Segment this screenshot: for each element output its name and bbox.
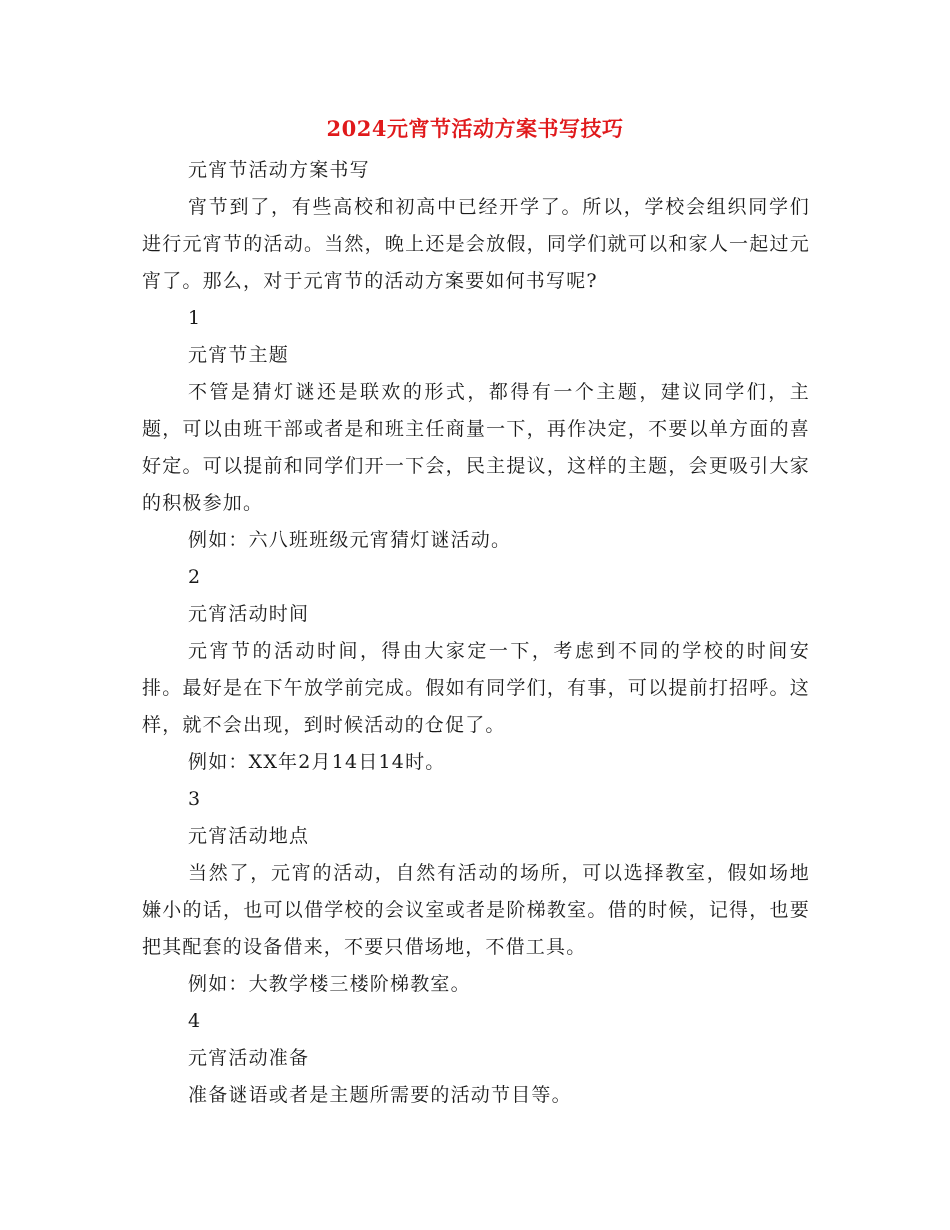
paragraph-subtitle: 元宵节活动方案书写 <box>188 159 370 181</box>
document-body <box>142 152 810 1114</box>
section-heading-location: 元宵活动地点 <box>188 825 310 847</box>
paragraph-theme-example: 例如：六八班班级元宵猜灯谜活动。 <box>188 529 512 551</box>
section-number-2: 2 <box>188 566 202 588</box>
paragraph-preparation: 准备谜语或者是主题所需要的活动节目等。 <box>188 1084 572 1106</box>
paragraph-time-example: 例如：XX年2月14日14时。 <box>188 751 446 773</box>
section-number-1: 1 <box>188 307 202 329</box>
paragraph-location-example: 例如：大教学楼三楼阶梯教室。 <box>188 973 471 995</box>
paragraph-theme: 不管是猜灯谜还是联欢的形式，都得有一个主题，建议同学们，主题，可以由班干部或者是和班主任商量一下，再作决定，不要以单方面的喜好定。可以提前和同学们开一下会，民主提议，这样的主题，会更吸引大家的积极参加。 <box>142 381 810 514</box>
section-number-4: 4 <box>188 1010 202 1032</box>
section-heading-theme: 元宵节主题 <box>188 344 290 366</box>
section-heading-preparation: 元宵活动准备 <box>188 1047 310 1069</box>
paragraph-intro: 宵节到了，有些高校和初高中已经开学了。所以，学校会组织同学们进行元宵节的活动。当然，晚上还是会放假，同学们就可以和家人一起过元宵了。那么，对于元宵节的活动方案要如何书写呢? <box>142 196 810 292</box>
section-number-3: 3 <box>188 788 202 810</box>
paragraph-location: 当然了，元宵的活动，自然有活动的场所，可以选择教室，假如场地嫌小的话，也可以借学校的会议室或者是阶梯教室。借的时候，记得，也要把其配套的设备借来，不要只借场地，不借工具。 <box>142 862 810 958</box>
document-title: 2024元宵节活动方案书写技巧 <box>326 116 624 141</box>
section-heading-time: 元宵活动时间 <box>188 603 310 625</box>
paragraph-time: 元宵节的活动时间，得由大家定一下，考虑到不同的学校的时间安排。最好是在下午放学前完成。假如有同学们，有事，可以提前打招呼。这样，就不会出现，到时候活动的仓促了。 <box>142 640 810 736</box>
